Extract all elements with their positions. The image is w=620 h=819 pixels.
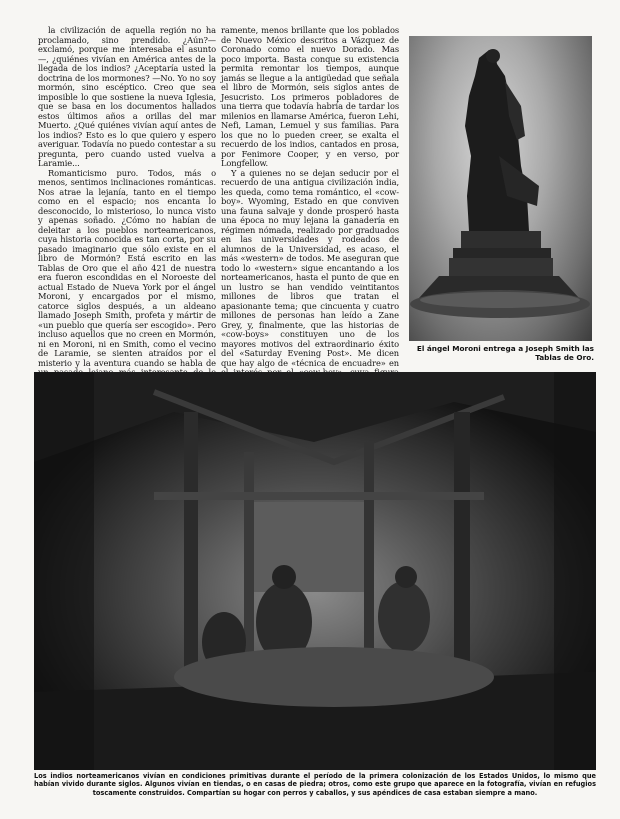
article-column-left [38, 26, 216, 371]
dwelling-scene-illustration [34, 372, 596, 770]
statue-caption: El ángel Moroni entrega a Joseph Smith las Tablas de Oro. [416, 344, 594, 362]
dwelling-caption: Los indios norteamericanos vivían en condiciones primitivas durante el período de la primera colonización de los Estados Unidos, lo mismo que habían vivido durante siglos. Algunos vivían en tiendas, o en casas de piedra; otros, como este grupo que aparece en la fotografía, vivían en refugios toscamente construidos. Compartían su hogar con perros y caballos, y sus apéndices de casa estaban siempre a mano. [34, 772, 596, 797]
article-paragraph: ramente, menos brillante que los poblados de Nuevo México descritos a Vázquez de Coronado como el nuevo Dorado. Mas poco importa. Basta conque su existencia permita remontar los tiempos, aunque jamás se llegue a la antigüedad que señala el libro de Mormón, seis siglos antes de Jesucristo. Los primeros pobladores de una tierra que todavía habría de tardar los milenios en llamarse América, fueron Lehi, Nefi, Laman, Lemuel y sus familias. Para los que no lo pueden creer, se exalta el recuerdo de los indios, cantados en prosa, por Fenimore Cooper, y en verso, por Longfellow. [221, 25, 399, 168]
statue-illustration [409, 36, 592, 341]
article-paragraph: la civilización de aquella región no ha proclamado, sino prendido. ¿Aún?—exclamó, porque me interesaba el asunto—, ¿quiénes vivían en América antes de la llegada de los indios? ¿Aceptaría usted la doctrina de los mormones? —No. Yo no soy mormón, sino escéptico. Creo que sea imposible lo que sostiene la nueva Iglesia, que se basa en los documentos hallados estos últimos años a orillas del mar Muerto. ¿Qué quiénes vivían aquí antes de los indios? Esto es lo que quiero y espero averiguar. Todavía no puedo contestar a su pregunta, pero cuando usted vuelva a Laramie... [38, 25, 216, 168]
article-column-middle [221, 25, 399, 368]
native-dwelling-photograph [34, 372, 596, 770]
statue-photograph [409, 36, 592, 341]
article-paragraph: Romanticismo puro. Todos, más o menos, sentimos inclinaciones románticas. Nos atrae la lejanía, tanto en el tiempo como en el espacio; nos encanta lo desconocido, lo misterioso, lo nunca visto y apenas soñado. ¿Cómo no habían de deleitar a los pueblos norteamericanos, cuya historia conocida es tan corta, por su pasado imaginario que sólo existe en el libro de Mormón? Está escrito en las Tablas de Oro que el año 421 de nuestra era fueron escondidas en el Noroeste del actual Estado de Nueva York por el ángel Moroni, y encargados por el mismo, catorce siglos después, a un aldeano llamado Joseph Smith, profeta y mártir de «un pueblo que quería ser escogido». Pero incluso aquellos que no creen en Mormón, ni en Moroni, ni en Smith, como el vecino de Laramie, se sienten atraídos por el misterio y la aventura cuando se habla de [38, 167, 216, 368]
article-paragraph: Y a quienes no se dejan seducir por el recuerdo de una antigua civilización india, les queda, como tema romántico, el «cow-boy». Wyoming, Estado en que conviven una fauna salvaje y donde prosperó hasta una época no muy lejana la ganadería en régimen nómada, realizado por graduados en las universidades y rodeados de alumnos de la Universidad, es acaso, el más «western» de todos. Me aseguran que todo lo «western» sigue encantando a los norteamericanos, hasta el punto de que en un lustro se han vendido veintitantos millones de libros que tratan el apasionante tema; que cincuenta y cuatro millones de personas han leído a Zane Grey, y, finalmente, que las historias de «cow-boys» constituyen uno de los mayores motivos del extraordinario éxito del «Saturday Evening Post». Me dicen que hay algo de «técnica de encuadre» en [221, 167, 399, 368]
